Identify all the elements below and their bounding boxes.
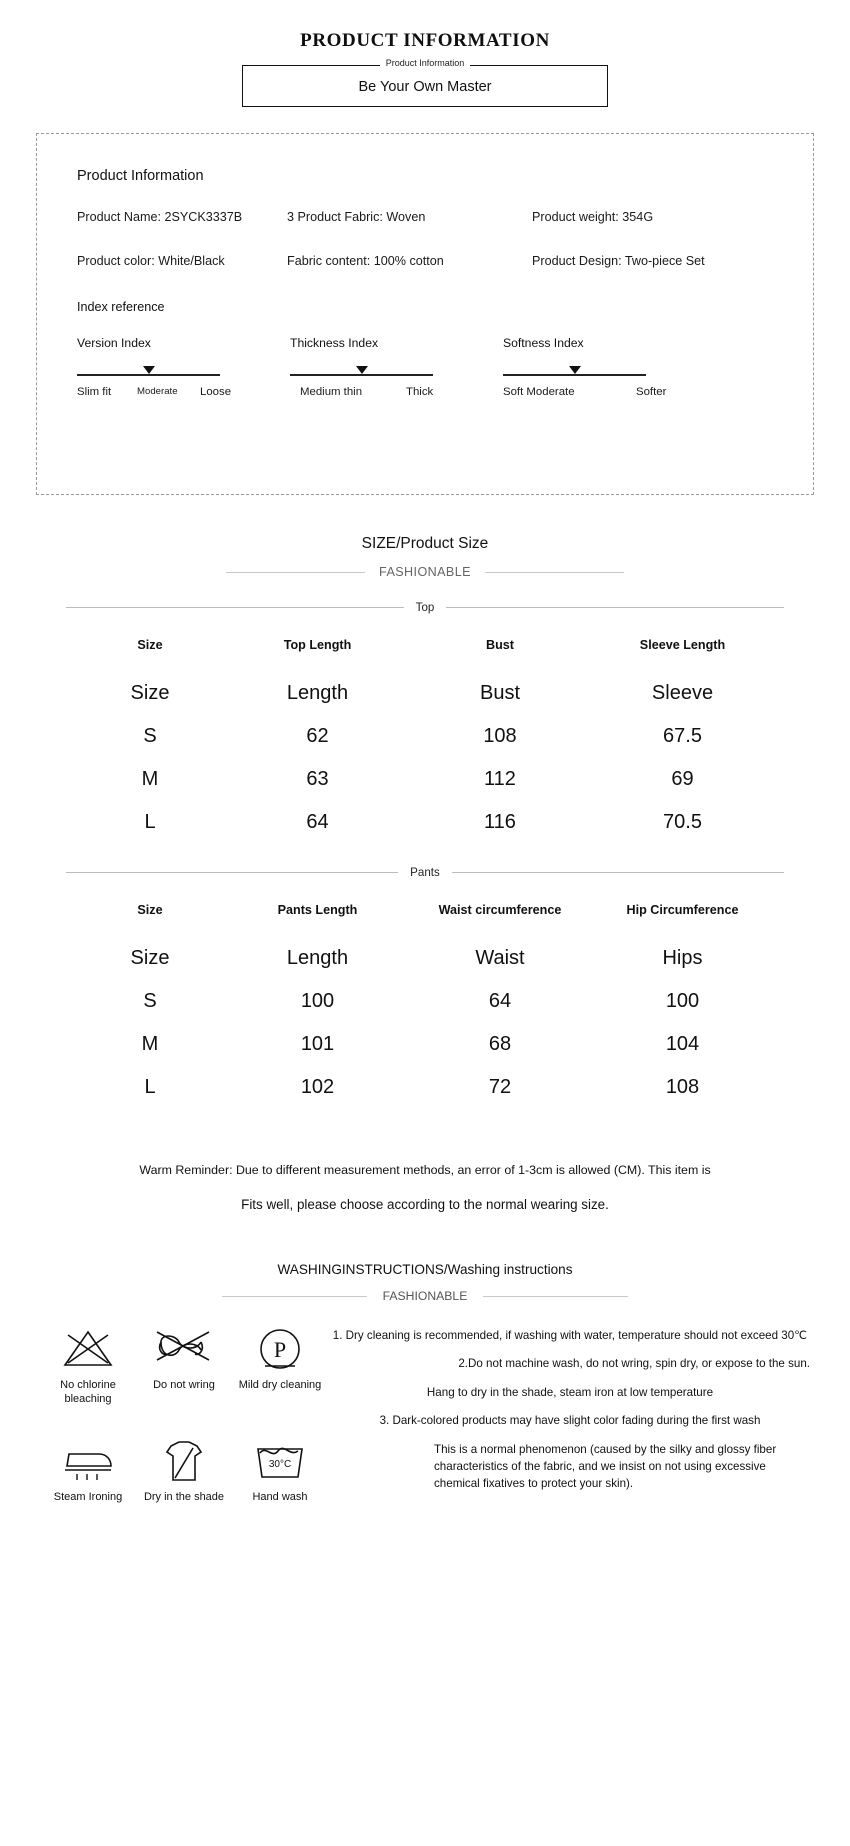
washing-instructions-area (0, 1321, 850, 1544)
index-version-scale (77, 366, 220, 382)
wash-icons-column (40, 1321, 330, 1504)
washing-instructions-title: WASHINGINSTRUCTIONS/Washing instructions (277, 1262, 573, 1277)
table-row (75, 1023, 775, 1066)
info-field-product-color: Product color: White/Black (77, 254, 225, 268)
top-header-bust: Bust (486, 638, 514, 652)
washing-fashion-word: FASHIONABLE (382, 1289, 468, 1303)
pants-band-rule-left (66, 872, 398, 873)
index-thickness (290, 336, 503, 402)
pants-band-rule-right (452, 872, 784, 873)
title-box-slogan: Be Your Own Master (358, 79, 492, 95)
top-row-l-length: 64 (306, 811, 329, 833)
title-box (242, 58, 608, 107)
index-thickness-track (290, 374, 433, 376)
index-thickness-scale (290, 366, 433, 382)
wash-icon-cell-no-chlorine (40, 1321, 136, 1407)
wash-icon-label-do-not-wring: Do not wring (153, 1379, 215, 1391)
wash-icons-row-2 (40, 1433, 330, 1505)
warm-reminder (0, 1163, 850, 1212)
no-chlorine-bleaching-icon (40, 1321, 136, 1377)
top-band-rule-right (446, 607, 784, 608)
washing-notes-column (330, 1321, 810, 1504)
index-version-title: Version Index (77, 336, 151, 350)
hand-wash-icon (232, 1433, 328, 1489)
svg-text:30°C: 30°C (268, 1458, 292, 1470)
index-softness-title: Softness Index (503, 336, 584, 350)
warm-reminder-line-1: Warm Reminder: Due to different measurement methods, an error of 1-3cm is allowed (CM). This item is (139, 1163, 711, 1177)
pants-band (0, 866, 850, 879)
pants-row-s-length: 100 (300, 990, 335, 1012)
svg-text:P: P (273, 1337, 287, 1362)
pants-row-m-waist: 68 (488, 1033, 512, 1055)
warm-reminder-line-2: Fits well, please choose according to the normal wearing size. (241, 1197, 609, 1212)
index-reference-heading: Index reference (77, 300, 165, 314)
index-thickness-label-left: Medium thin (300, 386, 363, 398)
top-row-s-size: S (143, 725, 157, 747)
top-header-size: Size (137, 638, 163, 652)
index-version-label-mid: Moderate (137, 386, 178, 397)
pants-row-m-length: 101 (300, 1033, 335, 1055)
wash-icon-cell-do-not-wring (136, 1321, 232, 1407)
size-fashion-divider (0, 565, 850, 579)
index-softness-scale (503, 366, 646, 382)
top-subheader-sleeve: Sleeve (651, 682, 714, 704)
top-row-l-sleeve: 70.5 (663, 811, 702, 833)
washing-note-5: This is a normal phenomenon (caused by the silky and glossy fiber characteristics of the fabric, and we insist on not using excessive chemical fixatives to protect your skin). (434, 1442, 777, 1491)
mild-dry-cleaning-icon (232, 1321, 328, 1377)
pants-table-header-row (75, 879, 775, 937)
size-section-title: SIZE/Product Size (361, 535, 489, 552)
pants-header-hip: Hip Circumference (626, 903, 739, 917)
top-header-sleeve-length: Sleeve Length (639, 638, 726, 652)
washing-note-1: 1. Dry cleaning is recommended, if washing with water, temperature should not exceed 30℃ (332, 1329, 808, 1342)
pants-row-l-waist: 72 (488, 1076, 512, 1098)
top-size-table (75, 614, 775, 844)
wash-icon-label-mild-dry-cleaning: Mild dry cleaning (238, 1379, 322, 1391)
pants-table-subheader-row (75, 937, 775, 980)
top-row-s-bust: 108 (483, 725, 517, 747)
pants-subheader-length: Length (286, 947, 349, 969)
washing-note-3: Hang to dry in the shade, steam iron at low temperature (426, 1385, 714, 1399)
wash-divider-left (222, 1296, 367, 1297)
index-thickness-marker-icon (356, 366, 368, 374)
info-field-product-design: Product Design: Two-piece Set (532, 254, 705, 268)
index-softness (503, 336, 773, 402)
top-row-m-length: 63 (306, 768, 329, 790)
top-table-header-row (75, 614, 775, 672)
pants-row-l-hips: 108 (665, 1076, 700, 1098)
top-band-rule-left (66, 607, 404, 608)
top-subheader-bust: Bust (479, 682, 521, 704)
index-softness-labels (503, 386, 667, 402)
title-box-subtitle-text: Product Information (380, 58, 471, 68)
index-version-label-right: Loose (200, 386, 232, 398)
top-subheader-length: Length (286, 682, 349, 704)
index-softness-track (503, 374, 646, 376)
index-softness-label-right: Softer (636, 386, 667, 398)
wash-divider-right (483, 1296, 628, 1297)
table-row (75, 1066, 775, 1109)
pants-row-s-hips: 100 (665, 990, 700, 1012)
top-subheader-size: Size (130, 682, 170, 704)
do-not-wring-icon (136, 1321, 232, 1377)
index-thickness-title: Thickness Index (290, 336, 379, 350)
wash-icon-cell-steam-ironing (40, 1433, 136, 1505)
index-thickness-label-right: Thick (406, 386, 434, 398)
wash-icons-row-1 (40, 1321, 330, 1407)
steam-ironing-icon (40, 1433, 136, 1489)
pants-row-s-waist: 64 (488, 990, 512, 1012)
top-row-l-bust: 116 (484, 811, 516, 833)
wash-icon-label-hand-wash: Hand wash (252, 1490, 308, 1503)
top-row-s-sleeve: 67.5 (663, 725, 702, 747)
washing-note-2: 2.Do not machine wash, do not wring, spin dry, or expose to the sun. (458, 1357, 810, 1371)
washing-note-4: 3. Dark-colored products may have slight color fading during the first wash (379, 1414, 761, 1428)
index-reference-row (77, 336, 773, 402)
pants-subheader-waist: Waist (475, 947, 525, 969)
index-softness-label-left: Soft Moderate (503, 386, 575, 398)
top-band (0, 601, 850, 614)
pants-row-m-size: M (141, 1033, 159, 1055)
wash-icon-label-steam-ironing: Steam Ironing (53, 1490, 123, 1503)
dry-in-the-shade-icon (136, 1433, 232, 1489)
info-field-grid (77, 210, 773, 268)
top-row-m-bust: 112 (484, 768, 516, 790)
index-thickness-labels (290, 386, 450, 402)
page-title: PRODUCT INFORMATION (300, 30, 550, 51)
top-row-l-size: L (144, 811, 156, 833)
top-header-top-length: Top Length (283, 638, 352, 652)
top-row-s-length: 62 (306, 725, 329, 747)
table-row (75, 758, 775, 801)
top-row-m-size: M (141, 768, 159, 790)
info-field-product-name: Product Name: 2SYCK3337B (77, 210, 243, 224)
pants-subheader-hips: Hips (662, 947, 703, 969)
table-row (75, 801, 775, 844)
pants-subheader-size: Size (130, 947, 170, 969)
top-table-subheader-row (75, 672, 775, 715)
pants-row-l-length: 102 (300, 1076, 335, 1098)
pants-row-l-size: L (144, 1076, 156, 1098)
wash-icon-cell-mild-dry-cleaning (232, 1321, 328, 1407)
table-row (75, 980, 775, 1023)
wash-icon-label-dry-in-shade: Dry in the shade (143, 1490, 225, 1503)
pants-header-pants-length: Pants Length (277, 903, 358, 917)
wash-icon-cell-hand-wash (232, 1433, 328, 1505)
wash-icon-cell-dry-in-shade (136, 1433, 232, 1505)
wash-icon-label-no-chlorine: No chlorine bleaching (60, 1379, 116, 1405)
index-version-labels (77, 386, 237, 402)
pants-band-label: Pants (410, 866, 440, 879)
pants-row-s-size: S (143, 990, 157, 1012)
pants-header-waist: Waist circumference (438, 903, 562, 917)
info-field-product-weight: Product weight: 354G (532, 210, 654, 224)
size-fashion-word: FASHIONABLE (379, 565, 471, 579)
pants-size-table (75, 879, 775, 1109)
info-field-fabric-content: Fabric content: 100% cotton (287, 254, 444, 268)
top-row-m-sleeve: 69 (671, 768, 694, 790)
washing-fashion-divider (0, 1289, 850, 1303)
top-band-label: Top (415, 601, 435, 614)
title-box-subtitle (243, 58, 607, 68)
divider-right (485, 572, 624, 573)
index-version-track (77, 374, 220, 376)
index-version (77, 336, 290, 402)
pants-header-size: Size (137, 903, 163, 917)
index-softness-marker-icon (569, 366, 581, 374)
index-version-label-left: Slim fit (77, 386, 112, 398)
index-version-marker-icon (143, 366, 155, 374)
info-panel-heading: Product Information (77, 168, 204, 184)
info-field-product-fabric: 3 Product Fabric: Woven (287, 210, 426, 224)
divider-left (226, 572, 365, 573)
product-information-panel (36, 133, 814, 495)
pants-row-m-hips: 104 (665, 1033, 700, 1055)
table-row (75, 715, 775, 758)
